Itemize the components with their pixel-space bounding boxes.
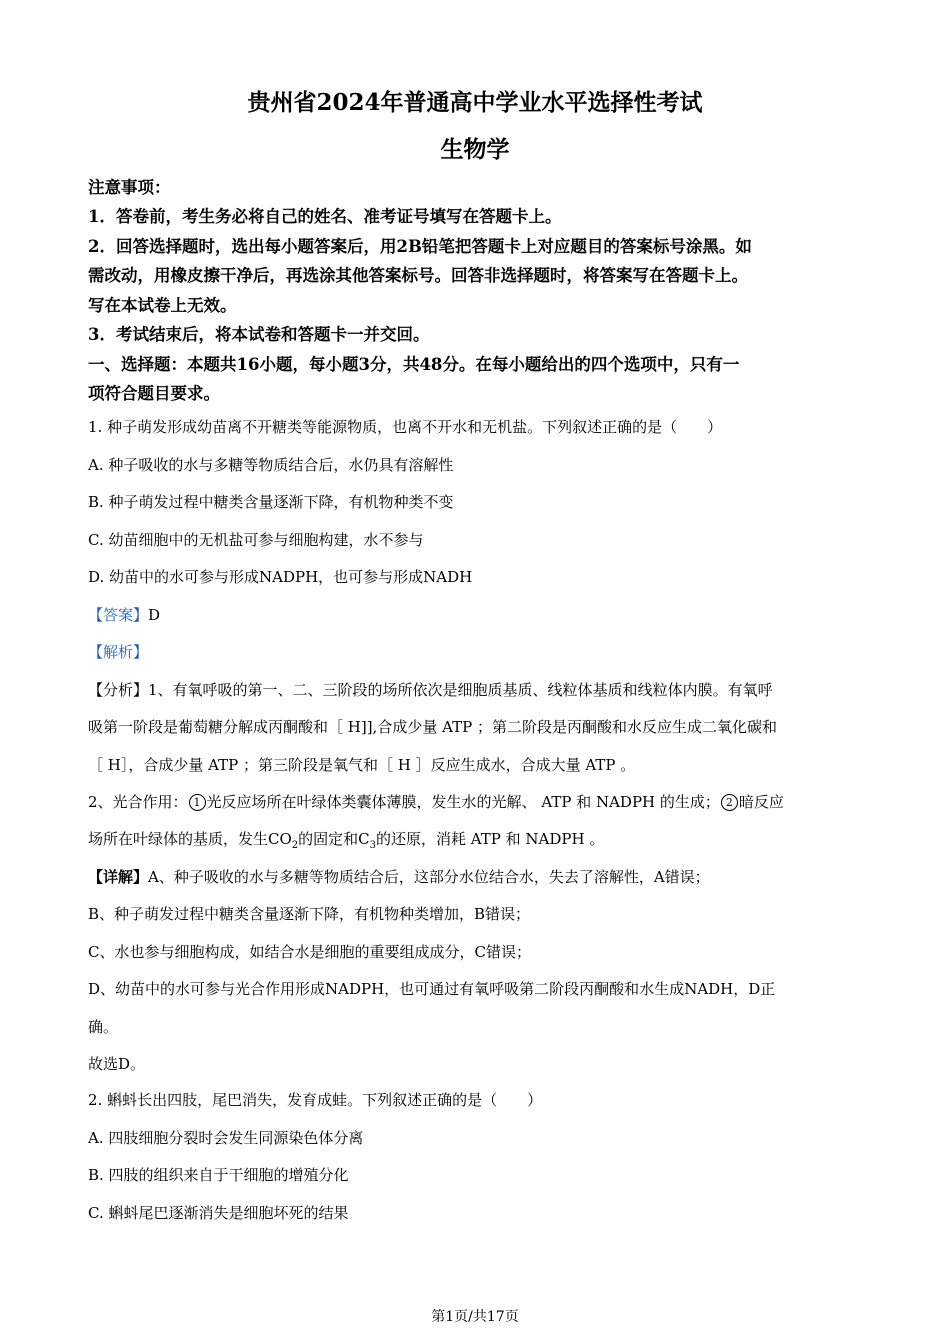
q1-xiangjie-line-2: B、种子萌发过程中糖类含量逐渐下降，有机物种类增加，B错误； <box>88 905 531 923</box>
notice-item-3: 3．考试结束后，将本试卷和答题卡一并交回。 <box>88 325 430 344</box>
q1-fenxi-line-4 <box>88 792 784 812</box>
q1-option-a: A. 种子吸收的水与多糖等物质结合后，水仍具有溶解性 <box>88 456 454 474</box>
fenxi-tag: 【分析】 <box>88 681 149 699</box>
q1-conclusion: 故选D。 <box>88 1055 146 1073</box>
section-heading-cont: 项符合题目要求。 <box>88 384 220 403</box>
q2-option-b: B. 四肢的组织来自于干细胞的增殖分化 <box>88 1166 349 1184</box>
circled-number-1: 1 <box>189 794 206 811</box>
q1-analysis-tag <box>88 642 148 662</box>
fenxi-5b: 的固定和C <box>298 830 370 848</box>
fenxi-5c: 的还原，消耗 ATP 和 NADPH 。 <box>376 830 605 848</box>
q1-fenxi-line-3: ［ H］，合成少量 ATP ；第三阶段是氧气和［ H ］反应生成水，合成大量 ATP 。 <box>88 756 636 774</box>
subscript-2: 2 <box>291 840 299 851</box>
q1-xiangjie-line-4: D、幼苗中的水可参与光合作用形成NADPH，也可通过有氧呼吸第二阶段丙酮酸和水生成NADH，D正 <box>88 980 776 998</box>
q1-option-c: C. 幼苗细胞中的无机盐可参与细胞构建，水不参与 <box>88 531 424 549</box>
q1-xiangjie-line-1 <box>88 867 710 887</box>
notice-item-2: 2．回答选择题时，选出每小题答案后，用2B铅笔把答题卡上对应题目的答案标号涂黑。如 <box>88 237 752 256</box>
q1-xiangjie-line-5: 确。 <box>88 1018 119 1036</box>
section-heading: 一、选择题：本题共16小题，每小题3分，共48分。在每小题给出的四个选项中，只有一 <box>88 355 740 374</box>
q1-option-b: B. 种子萌发过程中糖类含量逐渐下降，有机物种类不变 <box>88 493 454 511</box>
answer-value: D <box>148 606 161 624</box>
fenxi-text-1: 1、有氧呼吸的第一、二、三阶段的场所依次是细胞质基质、线粒体基质和线粒体内膜。有氧呼 <box>148 681 773 699</box>
fenxi-4b: 光反应场所在叶绿体类囊体薄膜，发生水的光解、 ATP 和 NADPH 的生成； <box>206 793 720 811</box>
q2-option-c: C. 蝌蚪尾巴逐渐消失是细胞坏死的结果 <box>88 1204 349 1222</box>
page-number: 第1页/共17页 <box>431 1309 519 1325</box>
xiangjie-text-1: A、种子吸收的水与多糖等物质结合后，这部分水位结合水，失去了溶解性，A错误； <box>148 868 710 886</box>
notice-item-2-cont2: 写在本试卷上无效。 <box>88 296 237 315</box>
fenxi-4c: 暗反应 <box>738 793 784 811</box>
q1-answer <box>88 605 160 625</box>
analysis-tag: 【解析】 <box>88 643 149 661</box>
xiangjie-tag: 【详解】 <box>88 868 149 886</box>
notice-heading: 注意事项： <box>88 178 171 197</box>
notice-item-1: 1．答卷前，考生务必将自己的姓名、准考证号填写在答题卡上。 <box>88 207 562 226</box>
q1-xiangjie-line-3: C、水也参与细胞构成，如结合水是细胞的重要组成成分，C错误； <box>88 943 531 961</box>
q1-fenxi-line-5 <box>88 829 604 849</box>
q1-fenxi-line-1 <box>88 680 773 700</box>
q1-stem: 1. 种子萌发形成幼苗离不开糖类等能源物质，也离不开水和无机盐。下列叙述正确的是（ ） <box>88 418 723 436</box>
q2-option-a: A. 四肢细胞分裂时会发生同源染色体分离 <box>88 1129 364 1147</box>
answer-tag: 【答案】 <box>88 606 149 624</box>
fenxi-5a: 场所在叶绿体的基质，发生CO <box>88 830 292 848</box>
exam-title: 贵州省2024年普通高中学业水平选择性考试 <box>247 89 703 116</box>
circled-number-2: 2 <box>721 794 738 811</box>
subscript-3: 3 <box>369 840 377 851</box>
q1-option-d: D. 幼苗中的水可参与形成NADPH，也可参与形成NADH <box>88 568 473 586</box>
q2-stem: 2. 蝌蚪长出四肢，尾巴消失，发育成蛙。下列叙述正确的是（ ） <box>88 1091 543 1109</box>
fenxi-4a: 2、光合作用： <box>88 793 188 811</box>
q1-fenxi-line-2: 吸第一阶段是葡萄糖分解成丙酮酸和［ H]],合成少量 ATP ；第二阶段是丙酮酸和水反应生成二氧化碳和 <box>88 718 777 736</box>
notice-item-2-cont: 需改动，用橡皮擦干净后，再选涂其他答案标号。回答非选择题时，将答案写在答题卡上。 <box>88 266 748 285</box>
exam-subject: 生物学 <box>440 136 510 163</box>
